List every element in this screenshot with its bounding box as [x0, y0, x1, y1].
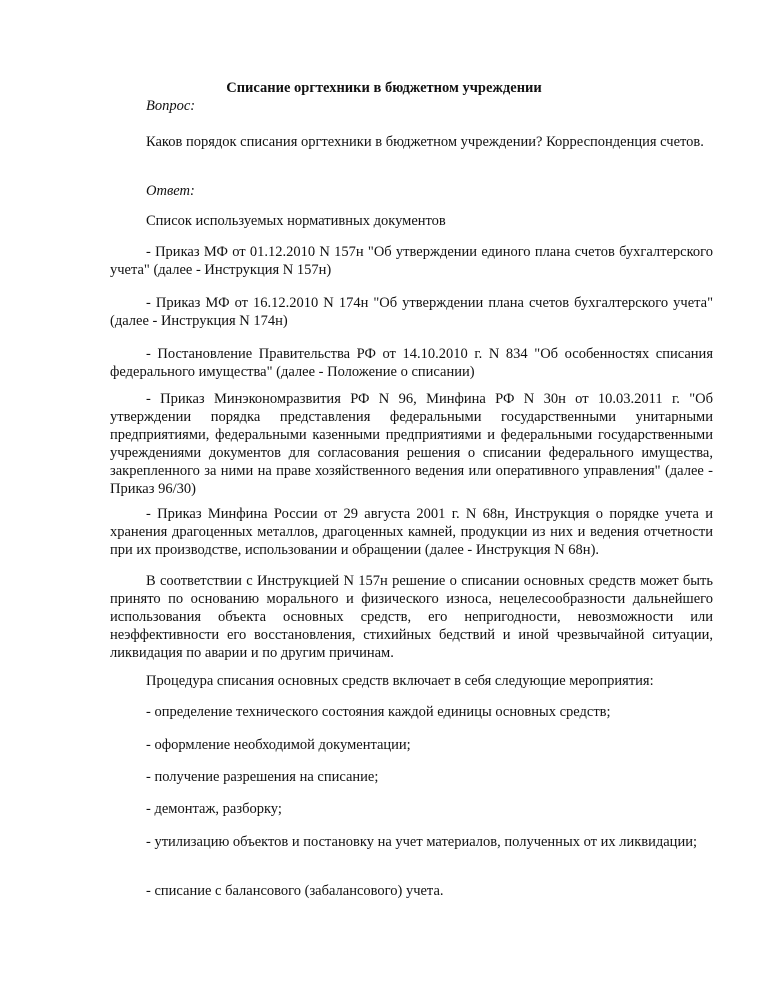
- procedure-step: - оформление необходимой документации;: [146, 737, 411, 753]
- procedure-intro: Процедура списания основных средств включает в себя следующие мероприятия:: [146, 673, 654, 689]
- procedure-step: - демонтаж, разборку;: [146, 801, 282, 817]
- doc-item: [110, 505, 713, 559]
- procedure-step: - получение разрешения на списание;: [146, 769, 379, 785]
- procedure-step-text: - утилизацию объектов и постановку на учет материалов, полученных от их ликвидации;: [146, 834, 697, 850]
- doc-item: [110, 390, 713, 498]
- doc-item-text: - Постановление Правительства РФ от 14.10.2010 г. N 834 "Об особенностях списания федерального имущества" (далее - Положение о списании): [110, 346, 713, 380]
- doc-item: [110, 294, 713, 330]
- decision-text: В соответствии с Инструкцией N 157н решение о списании основных средств может быть принято по основанию морального и физического износа, нецелесообразности дальнейшего использования объекта основных средств, его непригодности, невозможности или неэффективности его восстановления, стихийных бедствий и иной чрезвычайной ситуации, ликвидация по аварии и по другим причинам.: [110, 573, 713, 661]
- question-paragraph: [110, 133, 713, 151]
- answer-label: Ответ:: [146, 183, 195, 199]
- procedure-step: [110, 833, 713, 851]
- doc-item: [110, 345, 713, 381]
- question-text: Каков порядок списания оргтехники в бюджетном учреждении? Корреспонденция счетов.: [146, 134, 704, 150]
- doc-item-text: - Приказ МФ от 16.12.2010 N 174н "Об утверждении плана счетов бухгалтерского учета" (далее - Инструкция N 174н): [110, 295, 713, 329]
- procedure-step: - списание с балансового (забалансового) учета.: [146, 883, 444, 899]
- question-label: Вопрос:: [146, 98, 196, 114]
- document-title: Списание оргтехники в бюджетном учреждении: [226, 80, 542, 96]
- doc-item-text: - Приказ МФ от 01.12.2010 N 157н "Об утверждении единого плана счетов бухгалтерского учета" (далее - Инструкция N 157н): [110, 244, 713, 278]
- doc-item: [110, 243, 713, 279]
- procedure-step: - определение технического состояния каждой единицы основных средств;: [146, 704, 611, 720]
- list-heading: Список используемых нормативных документов: [146, 213, 446, 229]
- doc-item-text: - Приказ Минэкономразвития РФ N 96, Минфина РФ N 30н от 10.03.2011 г. "Об утверждении порядка представления федеральными государственными унитарными предприятиями, федеральными казенными предприятиями и федеральными государственными учреждениями документов для согласования решения о списании федерального имущества, закрепленного за ними на праве хозяйственного ведения или оперативного управления" (далее - Приказ 96/30): [110, 391, 713, 497]
- decision-paragraph: [110, 572, 713, 662]
- doc-item-text: - Приказ Минфина России от 29 августа 2001 г. N 68н, Инструкция о порядке учета и хранения драгоценных металлов, драгоценных камней, продукции из них и ведения отчетности при их производстве, использовании и обращении (далее - Инструкция N 68н).: [110, 506, 713, 558]
